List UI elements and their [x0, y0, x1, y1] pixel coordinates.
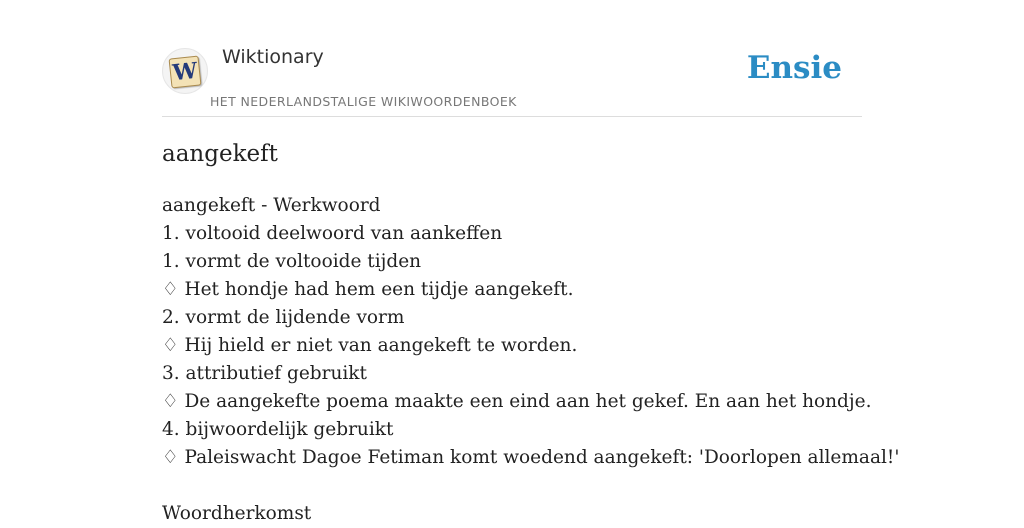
- definition-line: 4. bijwoordelijk gebruikt: [162, 419, 394, 440]
- definition-list: [162, 192, 900, 472]
- site-subtitle: HET NEDERLANDSTALIGE WIKIWOORDENBOEK: [210, 94, 517, 109]
- example-line: ♢ De aangekefte poema maakte een eind aan het gekef. En aan het hondje.: [162, 391, 872, 412]
- wiktionary-logo-icon[interactable]: [162, 48, 208, 94]
- section-heading-woordherkomst: Woordherkomst: [162, 503, 312, 524]
- example-line: ♢ Hij hield er niet van aangekeft te worden.: [162, 335, 578, 356]
- definition-line: 1. vormt de voltooide tijden: [162, 251, 422, 272]
- logo-tile: W: [169, 56, 202, 89]
- ensie-brand-link[interactable]: Ensie: [746, 50, 842, 86]
- definition-line: 3. attributief gebruikt: [162, 363, 367, 384]
- definition-line: 1. voltooid deelwoord van aankeffen: [162, 223, 503, 244]
- example-line: ♢ Paleiswacht Dagoe Fetiman komt woedend aangekeft: 'Doorlopen allemaal!': [162, 447, 900, 468]
- word-class-line: aangekeft - Werkwoord: [162, 195, 381, 216]
- definition-line: 2. vormt de lijdende vorm: [162, 307, 405, 328]
- example-line: ♢ Het hondje had hem een tijdje aangekeft.: [162, 279, 574, 300]
- article-content: [162, 138, 900, 528]
- site-header: [162, 44, 862, 117]
- site-title-link[interactable]: Wiktionary: [222, 46, 324, 68]
- page-title: aangekeft: [162, 141, 278, 167]
